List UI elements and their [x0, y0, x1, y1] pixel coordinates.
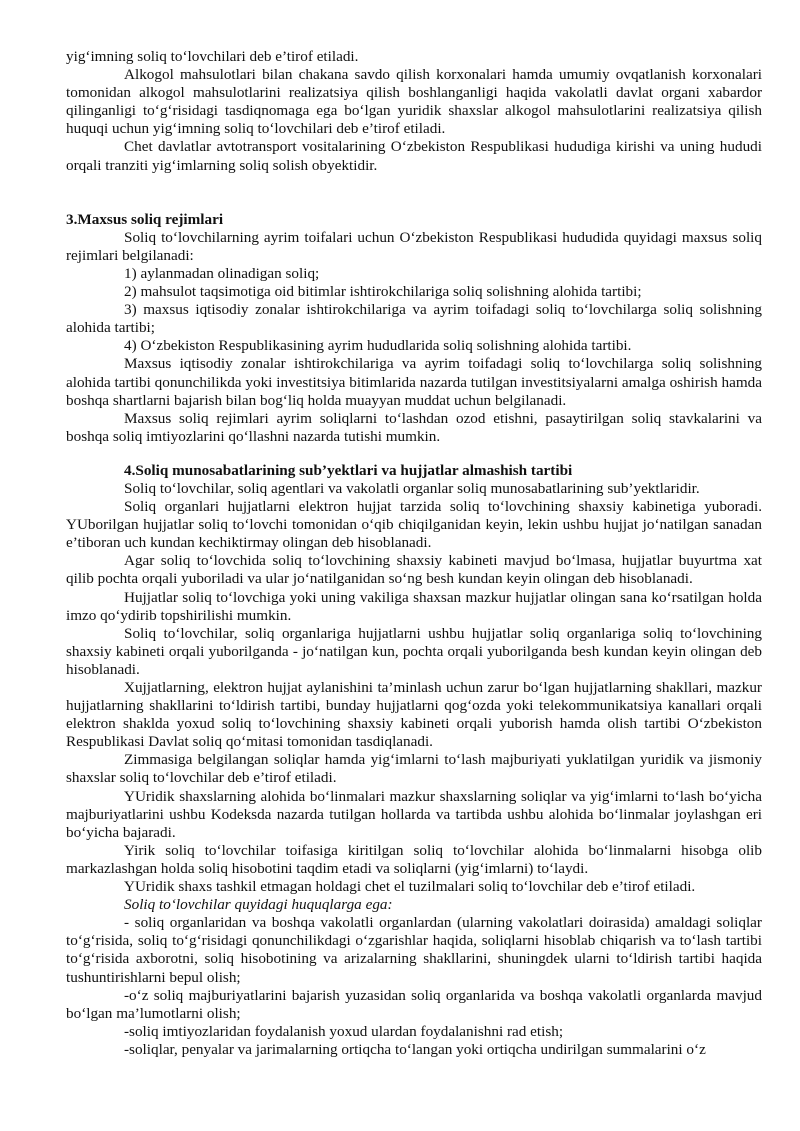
section-4-paragraph: Yirik soliq to‘lovchilar toifasiga kiritilgan soliq to‘lovchilar alohida bo‘linmalarni hisobga olib markazlashgan holda soliq hisobotini taqdim etadi va soliqlarni (yig‘imlarni) to‘laydi. — [66, 841, 762, 877]
section-4-paragraph: Soliq to‘lovchilar, soliq agentlari va vakolatli organlar soliq munosabatlarining sub’yektlaridir. — [124, 479, 700, 497]
rights-item: -o‘z soliq majburiyatlarini bajarish yuzasidan soliq organlarida va boshqa vakolatli organlarda mavjud bo‘lgan ma’lumotlarni olish; — [66, 986, 762, 1022]
rights-item: - soliq organlaridan va boshqa vakolatli organlardan (ularning vakolatlari doirasida) amaldagi soliqlar to‘g‘risida, soliq to‘g‘risidagi qonunchilikdagi o‘zgarishlar haqida, soliqlarni hisoblab chiqarish va to‘lash tartibi to‘g‘risida axborotni, soliq hisobotining va arizalarning shakllarini, shuningdek ularni to‘ldirish tartibi haqida tushuntirishlarni bepul olish; — [66, 914, 762, 986]
section-4-paragraph: Hujjatlar soliq to‘lovchiga yoki uning vakiliga shaxsan mazkur hujjatlar olingan sana ko‘rsatilgan holda imzo qo‘ydirib topshirilishi mumkin. — [66, 588, 762, 624]
rights-heading: Soliq to‘lovchilar quyidagi huquqlarga ega: — [124, 896, 393, 914]
list-item: 3) maxsus iqtisodiy zonalar ishtirokchilariga va ayrim toifadagi soliq to‘lovchilarga soliq solishning alohida tartibi; — [66, 301, 762, 337]
intro-paragraph-1: Alkogol mahsulotlari bilan chakana savdo qilish korxonalari hamda umumiy ovqatlanish korxonalari tomonidan alkogol mahsulotlarini realizatsiya qilish boshlanganligi haqida vakolatli davlat organi xabardor qilinganligi to‘g‘risidagi tasdiqnomaga ega bo‘lgan yuridik shaxslar alkogol mahsulotlarini realizatsiya qilish huquqi uchun yig‘imning soliq to‘lovchilari deb e’tirof etiladi. — [66, 66, 762, 138]
list-item: 4) O‘zbekiston Respublikasining ayrim hududlarida soliq solishning alohida tartibi. — [124, 337, 632, 355]
section-4-paragraph: YUridik shaxslarning alohida bo‘linmalari mazkur shaxslarning soliqlar va yig‘imlarni to‘lash bo‘yicha majburiyatlarini ushbu Kodeksda nazarda tutilgan hollarda va tartibda ushbu alohida bo‘linmalar joylashgan eri bo‘yicha bajaradi. — [66, 787, 762, 841]
section-4-paragraph: Zimmasiga belgilangan soliqlar hamda yig‘imlarni to‘lash majburiyati yuklatilgan yuridik va jismoniy shaxslar soliq to‘lovchilar deb e’tirof etiladi. — [66, 751, 762, 787]
section-4-paragraph: YUridik shaxs tashkil etmagan holdagi chet el tuzilmalari soliq to‘lovchilar deb e’tirof etiladi. — [124, 878, 696, 896]
rights-item: -soliqlar, penyalar va jarimalarning ortiqcha to‘langan yoki ortiqcha undirilgan summalarini o‘z — [124, 1040, 706, 1058]
section-3-paragraph-1: Soliq to‘lovchilarning ayrim toifalari uchun O‘zbekiston Respublikasi hududida quyidagi maxsus soliq rejimlari belgilanadi: — [66, 228, 762, 264]
section-4-paragraph: Soliq organlari hujjatlarni elektron hujjat tarzida soliq to‘lovchining shaxsiy kabinetiga yuboradi. YUborilgan hujjatlar soliq to‘lovchi tomonidan o‘qib chiqilganidan keyin, lekin ushbu hujjat jo‘natilgan sanadan e’tiboran uch kundan kechiktirmay olingan deb hisoblanadi. — [66, 498, 762, 552]
section-4-paragraph: Xujjatlarning, elektron hujjat aylanishini ta’minlash uchun zarur bo‘lgan hujjatlarning shakllari, mazkur hujjatlarning shakllarini to‘ldirish tartibi, bunday hujjatlarni qog‘ozda yoki telekommunikatsiya kanallari orqali elektron shaklda yoxud soliq to‘lovchining shaxsiy kabineti orqali yuborish hamda olish tartibi O‘zbekiston Respublikasi Davlat soliq qo‘mitasi tomonidan tasdiqlanadi. — [66, 679, 762, 751]
section-4-paragraph: Soliq to‘lovchilar, soliq organlariga hujjatlarni ushbu hujjatlar soliq organlariga soliq to‘lovchining shaxsiy kabineti orqali yuborilganda - jo‘natilgan kun, pochta orqali yuborilganda besh kundan keyin olingan deb hisoblanadi. — [66, 624, 762, 678]
section-3-paragraph-2: Maxsus iqtisodiy zonalar ishtirokchilariga va ayrim toifadagi soliq to‘lovchilarga soliq solishning alohida tartibi qonunchilikda yoki investitsiya bitimlarida nazarda tutilgan investitsiyalarni amalga oshirish hamda boshqa shartlarni bajarish bilan bog‘liq holda muayyan muddat uchun belgilanadi. — [66, 355, 762, 409]
intro-paragraph-0: yig‘imning soliq to‘lovchilari deb e’tirof etiladi. — [66, 48, 359, 65]
list-item: 1) aylanmadan olinadigan soliq; — [124, 264, 320, 282]
list-item: 2) mahsulot taqsimotiga oid bitimlar ishtirokchilariga soliq solishning alohida tartibi; — [124, 283, 642, 301]
section-3-paragraph-3: Maxsus soliq rejimlari ayrim soliqlarni to‘lashdan ozod etishni, pasaytirilgan soliq stavkalarini va boshqa soliq imtiyozlarini qo‘llashni nazarda tutishi mumkin. — [66, 409, 762, 445]
rights-item: -soliq imtiyozlaridan foydalanish yoxud ulardan foydalanishni rad etish; — [124, 1022, 564, 1040]
section-4-paragraph: Agar soliq to‘lovchida soliq to‘lovchining shaxsiy kabineti mavjud bo‘lmasa, hujjatlar buyurtma xat qilib pochta orqali yuboriladi va ular jo‘natilganidan so‘ng besh kundan keyin olingan deb hisoblanadi. — [66, 552, 762, 588]
section-3-heading: 3.Maxsus soliq rejimlari — [66, 210, 224, 228]
intro-paragraph-2: Chet davlatlar avtotransport vositalarining O‘zbekiston Respublikasi hududiga kirishi va uning hududi orqali tranziti yig‘imlarning soliq solish obyektidir. — [66, 138, 762, 174]
section-4-heading: 4.Soliq munosabatlarining sub’yektlari va hujjatlar almashish tartibi — [124, 461, 573, 479]
